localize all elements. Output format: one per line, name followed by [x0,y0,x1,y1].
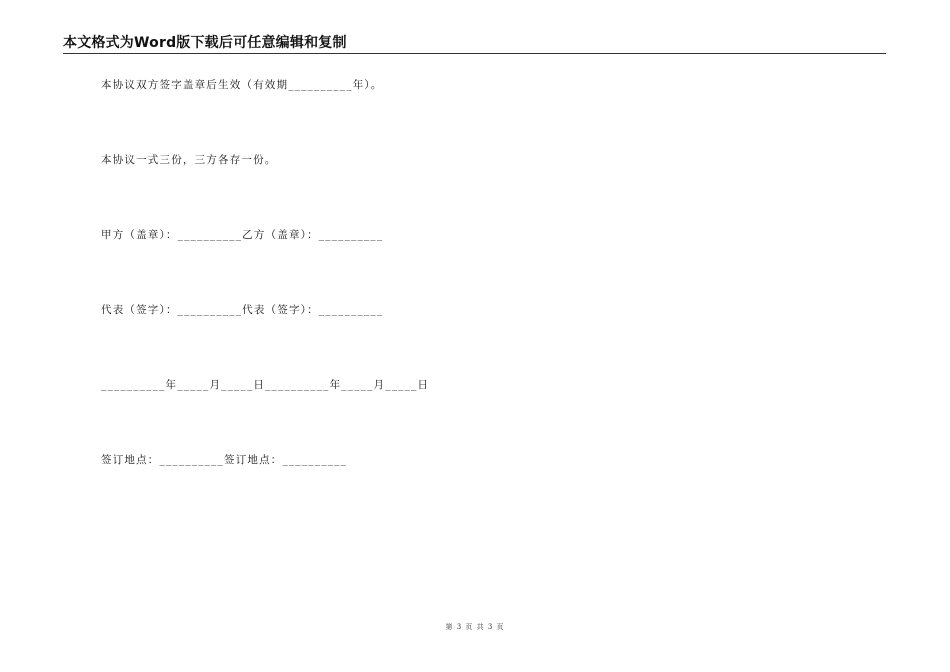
effective-clause: 本协议双方签字盖章后生效（有效期__________年）。 [101,79,383,91]
header-title: 本文格式为Word版下载后可任意编辑和复制 [63,35,347,51]
page-number: 第 3 页 共 3 页 [445,623,505,631]
party-seal-line: 甲方（盖章）：__________乙方（盖章）：__________ [101,229,384,241]
date-line: __________年_____月_____日__________年_____月_____日 [101,379,430,391]
copies-clause: 本协议一式三份，三方各存一份。 [101,154,277,166]
signing-location-line: 签订地点：__________签订地点：__________ [101,454,347,466]
page-header [63,34,886,54]
representative-signature-line: 代表（签字）：__________代表（签字）：__________ [101,304,384,316]
